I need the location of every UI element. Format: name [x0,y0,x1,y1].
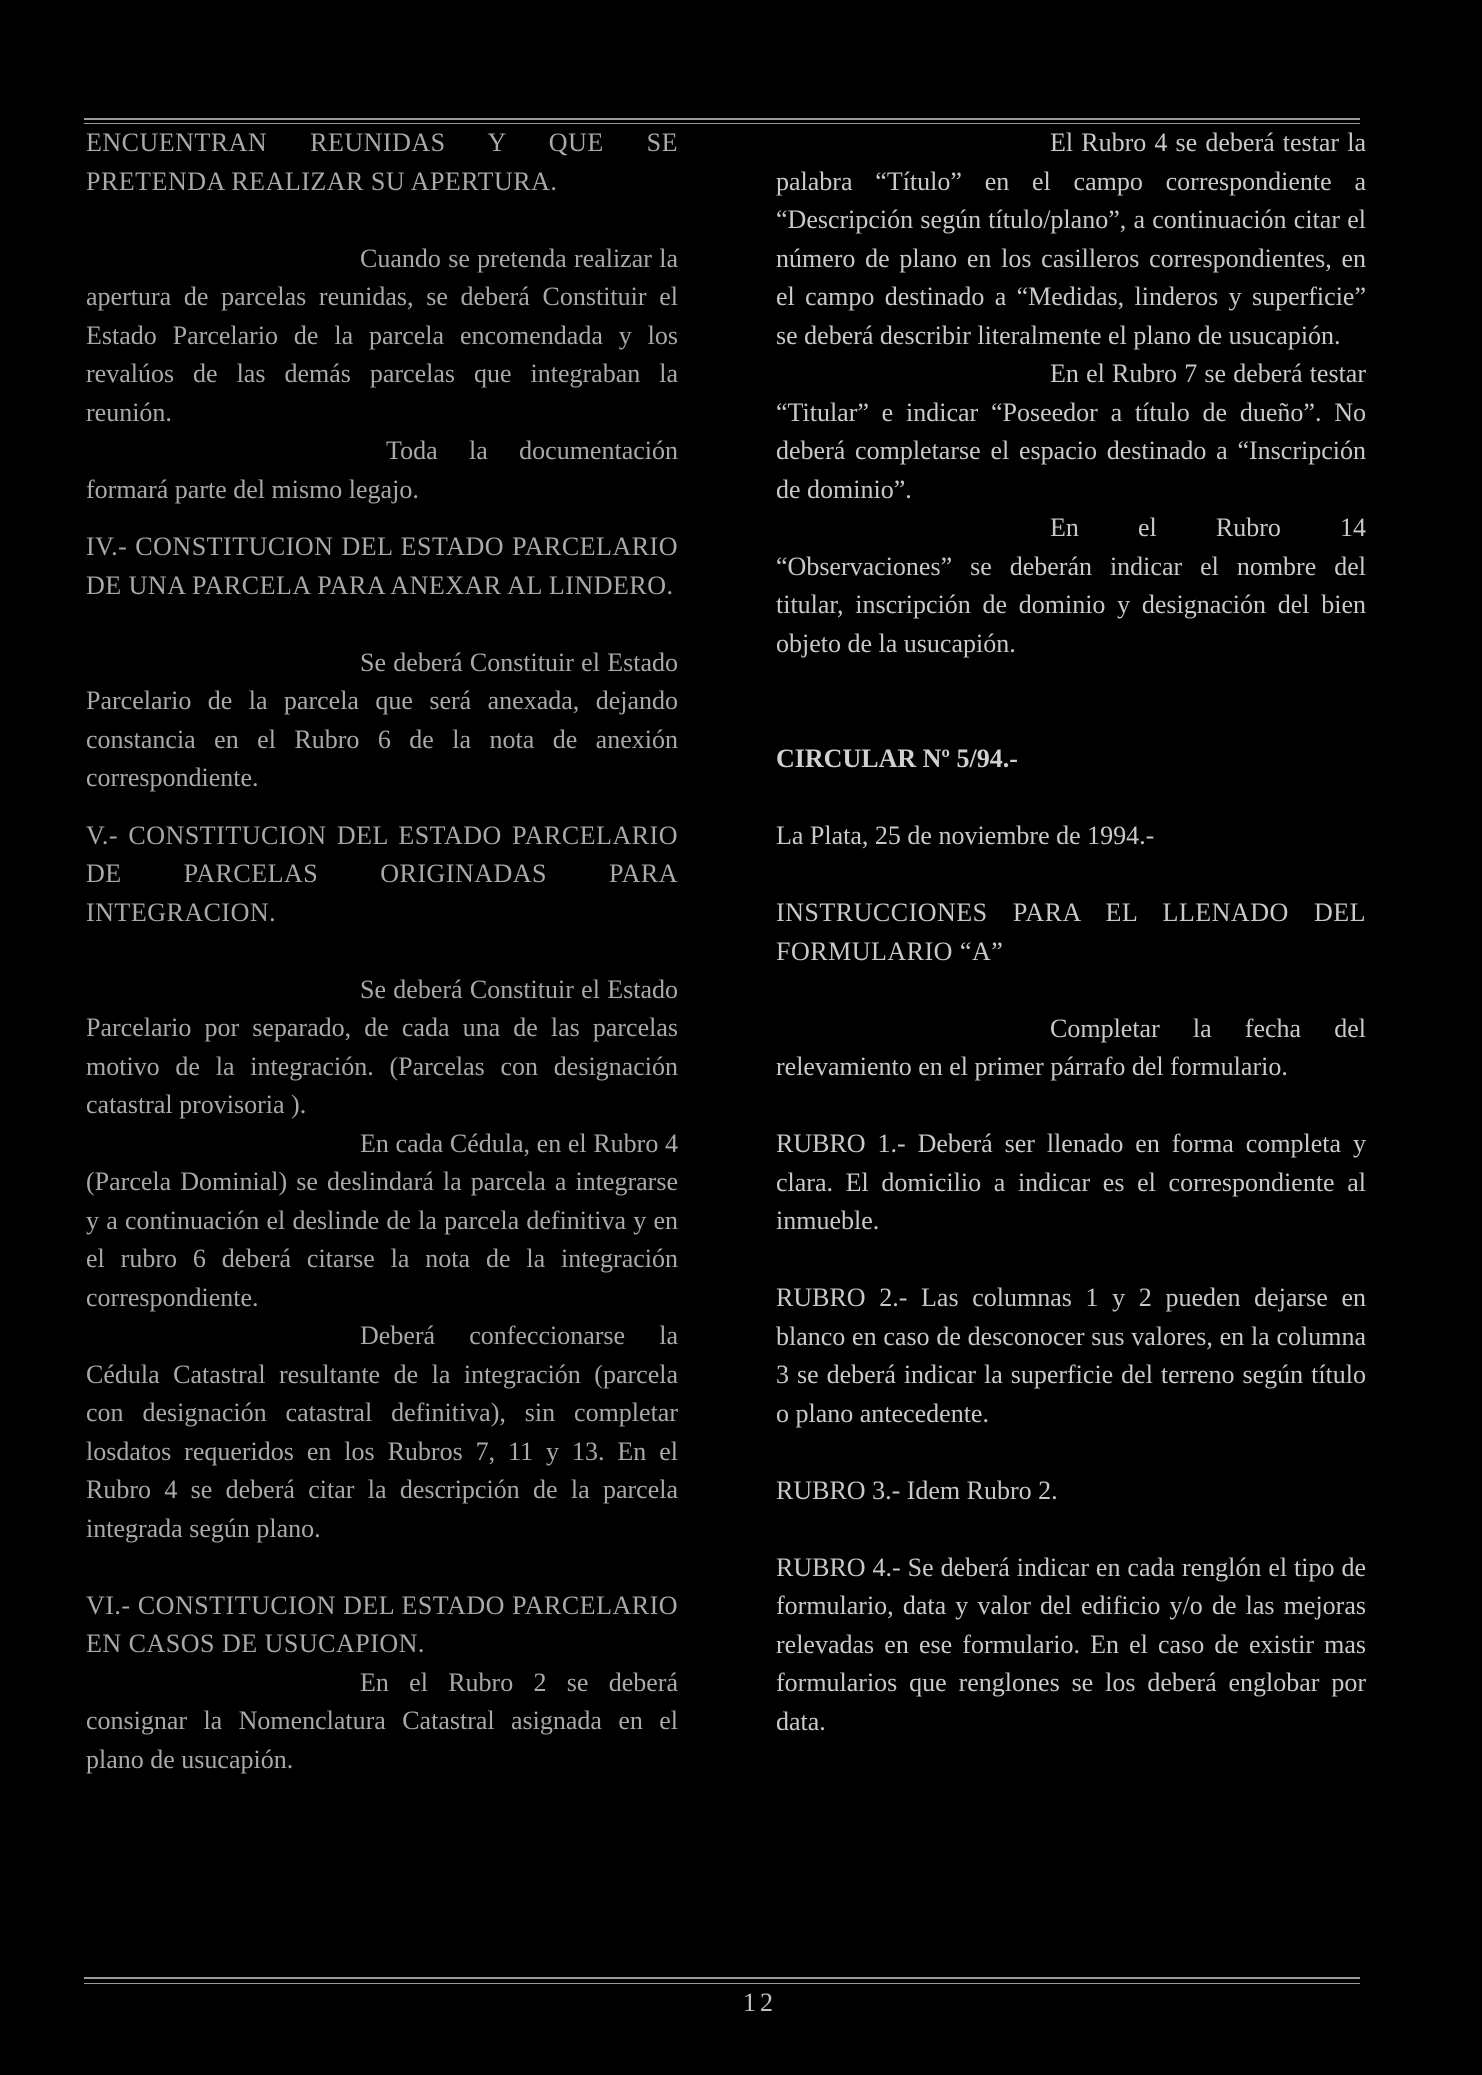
paragraph-cedula-rubro-4: En cada Cédula, en el Rubro 4 (Parcela Dominial) se deslindará la parcela a integrarse y a continuación el deslinde de la parcela definitiva y en el rubro 6 deberá citarse la nota de la integración correspondiente. [86,1128,678,1312]
paragraph-rubro-1: RUBRO 1.- Deberá ser llenado en forma completa y clara. El domicilio a indicar es el correspondiente al inmueble. [776,1129,1366,1235]
section-heading-continuation: ENCUENTRAN REUNIDAS Y QUE SE PRETENDA REALIZAR SU APERTURA. [86,128,678,196]
bottom-rule [84,1977,1360,1979]
top-rule [84,118,1360,120]
paragraph-documentacion: Toda la documentación formará parte del mismo legajo. [86,436,678,504]
circular-title: CIRCULAR Nº 5/94.- [776,744,1018,773]
section-heading-vi: VI.- CONSTITUCION DEL ESTADO PARCELARIO EN CASOS DE USUCAPION. [86,1590,678,1658]
right-column [776,124,1366,1741]
paragraph-rubro-14-observaciones: En el Rubro 14 “Observaciones” se deberán indicar el nombre del titular, inscripción de dominio y designación del bien objeto de la usucapión. [776,513,1366,658]
page-number: 12 [743,1988,777,2017]
paragraph-integracion: Se deberá Constituir el Estado Parcelario por separado, de cada una de las parcelas motivo de la integración. (Parcelas con designación catastral provisoria ). [86,974,678,1119]
paragraph-rubro-3: RUBRO 3.- Idem Rubro 2. [776,1475,1058,1505]
paragraph-rubro-4: RUBRO 4.- Se deberá indicar en cada renglón el tipo de formulario, data y valor del edificio y/o de las mejoras relevadas en ese formulario. En el caso de existir mas formularios que renglones se los deberá englobar por data. [776,1552,1366,1736]
left-column [86,124,678,1779]
instructions-title: INSTRUCCIONES PARA EL LLENADO DEL FORMULARIO “A” [776,898,1366,966]
paragraph-rubro-4-titulo: El Rubro 4 se deberá testar la palabra “Título” en el campo correspondiente a “Descripción según título/plano”, a continuación citar el número de plano en los casilleros correspondientes, en el campo destinado a “Medidas, linderos y superficie” se deberá describir literalmente el plano de usucapión. [776,128,1366,350]
paragraph-usucapion-rubro-2: En el Rubro 2 se deberá consignar la Nomenclatura Catastral asignada en el plano de usucapión. [86,1667,678,1774]
section-heading-iv: IV.- CONSTITUCION DEL ESTADO PARCELARIO DE UNA PARCELA PARA ANEXAR AL LINDERO. [86,532,678,600]
date-line: La Plata, 25 de noviembre de 1994.- [776,821,1155,850]
paragraph-cedula-resultante: Deberá confeccionarse la Cédula Catastral resultante de la integración (parcela con designación catastral definitiva), sin completar losdatos requeridos en los Rubros 7, 11 y 13. En el Rubro 4 se deberá citar la descripción de la parcela integrada según plano. [86,1321,678,1543]
paragraph-rubro-7-titular: En el Rubro 7 se deberá testar “Titular” e indicar “Poseedor a título de dueño”. No deberá completarse el espacio destinado a “Inscripción de dominio”. [776,359,1366,504]
paragraph-fecha-relevamiento: Completar la fecha del relevamiento en el primer párrafo del formulario. [776,1013,1366,1081]
paragraph-rubro-2: RUBRO 2.- Las columnas 1 y 2 pueden dejarse en blanco en caso de desconocer sus valores, en la columna 3 se deberá indicar la superficie del terreno según título o plano antecedente. [776,1283,1366,1428]
bottom-rule-thin [84,1983,1360,1984]
paragraph-anexion: Se deberá Constituir el Estado Parcelario de la parcela que será anexada, dejando constancia en el Rubro 6 de la nota de anexión correspondiente. [86,647,678,792]
paragraph-apertura: Cuando se pretenda realizar la apertura de parcelas reunidas, se deberá Constituir el Estado Parcelario de la parcela encomendada y los revalúos de las demás parcelas que integraban la reunión. [86,243,678,427]
section-heading-v: V.- CONSTITUCION DEL ESTADO PARCELARIO DE PARCELAS ORIGINADAS PARA INTEGRACION. [86,820,678,927]
